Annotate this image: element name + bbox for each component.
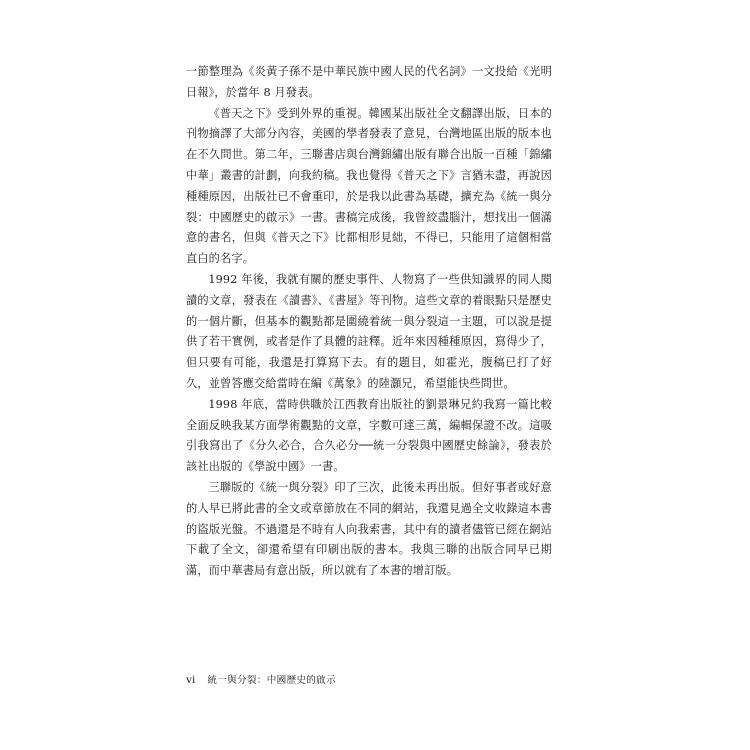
body-text: [186, 62, 552, 582]
page-number: vi: [186, 672, 196, 686]
paragraph: 三聯版的《統一與分裂》印了三次，此後未再出版。但好事者或好意的人早已將此書的全文或章節放在不同的網站，我還見過全文收錄這本書的盜版光盤。不過還是不時有人向我索書，其中有的讀者儘管已經在網站下載了全文，卻還希望有印刷出版的書本。我與三聯的出版合同早已期滿，而中華書局有意出版，所以就有了本書的增訂版。: [186, 480, 552, 578]
paragraph: 1998 年底，當時供職於江西教育出版社的劉景琳兄約我寫一篇比較全面反映我某方面學術觀點的文章，字數可達三萬，編輯保證不改。這吸引我寫出了《分久必合，合久必分──統一分裂與中國歷史餘論》，發表於該社出版的《學說中國》一書。: [186, 397, 552, 474]
paragraph: 一節整理為《炎黃子孫不是中華民族中國人民的代名詞》一文投給《光明日報》，於當年 8 月發表。: [186, 65, 552, 99]
running-title: 統一與分裂：中國歷史的啟示: [207, 675, 336, 686]
paragraph: 《普天之下》受到外界的重視。韓國某出版社全文翻譯出版，日本的刊物摘譯了大部分內容，美國的學者發表了意見，台灣地區出版的版本也在不久問世。第二年，三聯書店與台灣錦繡出版有聯合出版一百種「錦繡中華」叢書的計劃，向我約稿。我也覺得《普天之下》言猶未盡，再說因種種原因，出版社已不會重印，於是我以此書為基礎，擴充為《統一與分裂：中國歷史的啟示》一書。書稿完成後，我曾絞盡腦汁，想找出一個滿意的書名，但與《普天之下》比都相形見絀，不得已，只能用了這個相當直白的名字。: [186, 106, 552, 266]
page-footer: [186, 672, 336, 687]
paragraph: 1992 年後，我就有關的歷史事件、人物寫了一些供知識界的同人閱讀的文章，發表在《讀書》、《書屋》等刊物。這些文章的着眼點只是歷史的一個片斷，但基本的觀點都是圍繞着統一與分裂這一主題，可以說是提供了若干實例，或者是作了具體的註釋。近年來因種種原因，寫得少了，但只要有可能，我還是打算寫下去。有的題目，如霍光，腹稿已打了好久，並曾答應交給當時在編《萬象》的陸灝兄，希望能快些問世。: [186, 272, 552, 390]
